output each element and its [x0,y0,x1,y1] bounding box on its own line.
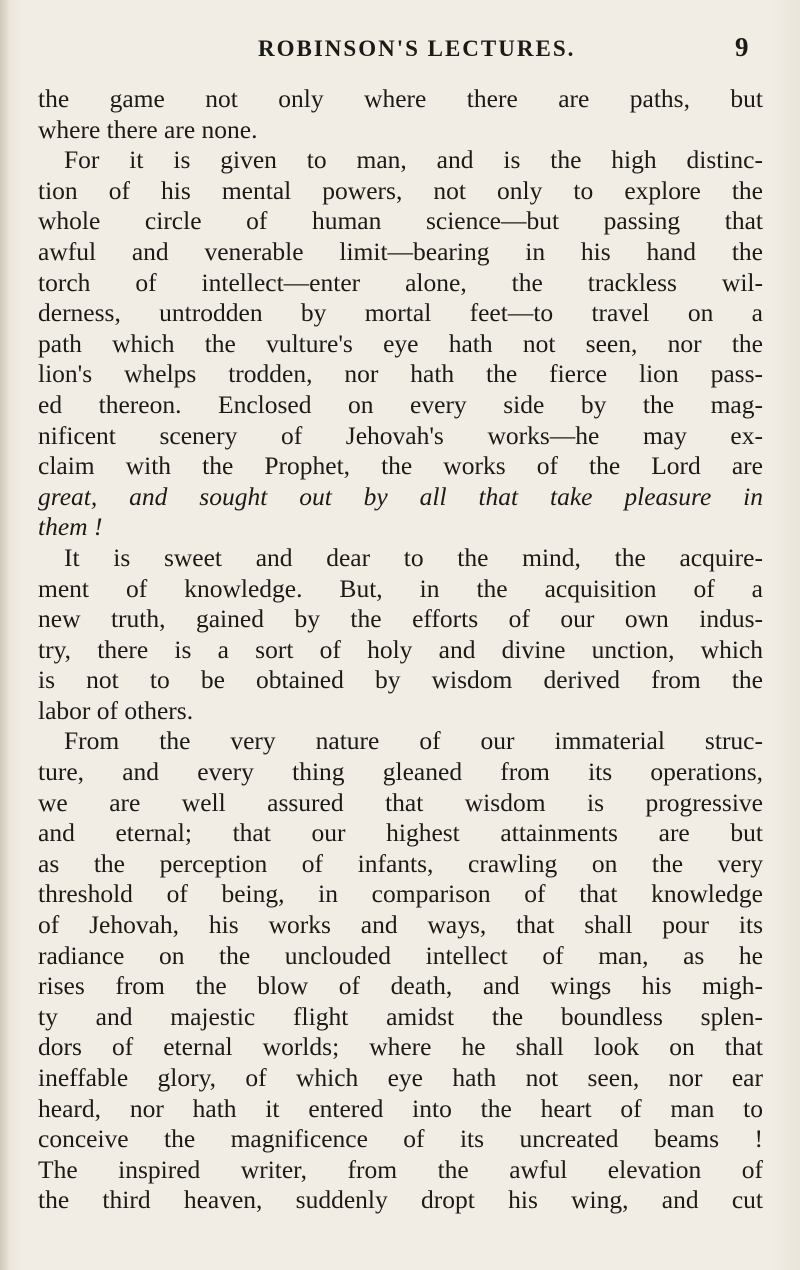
text-line: radiance on the unclouded intellect of man, as he [38,940,763,970]
text-line: awful and venerable limit—bearing in his hand the [38,236,763,266]
running-head-title: ROBINSON'S LECTURES. [258,36,576,61]
paragraph-start-line: For it is given to man, and is the high distinc- [64,145,763,175]
text-line: whole circle of human science—but passing that [38,206,763,236]
page-gutter-shadow [0,0,10,1270]
text-line: and eternal; that our highest attainments are but [38,818,763,848]
quoted-italic-line: them ! [38,512,103,542]
text-line: nificent scenery of Jehovah's works—he may ex- [38,420,763,450]
text-line: ture, and every thing gleaned from its operations, [38,757,763,787]
text-line: torch of intellect—enter alone, the trackless wil- [38,267,763,297]
running-head [0,28,800,68]
paragraph-start-line: From the very nature of our immaterial struc- [64,726,763,756]
text-line: we are well assured that wisdom is progressive [38,787,763,817]
body-text [38,84,763,1216]
text-line: claim with the Prophet, the works of the Lord are [38,451,763,481]
text-line: as the perception of infants, crawling on the very [38,848,763,878]
text-line: heard, nor hath it entered into the heart of man to [38,1093,763,1123]
text-line: The inspired writer, from the awful elevation of [38,1154,763,1184]
text-line: ment of knowledge. But, in the acquisition of a [38,573,763,603]
text-line: new truth, gained by the efforts of our own indus- [38,604,763,634]
text-line: is not to be obtained by wisdom derived from the [38,665,763,695]
text-line: the third heaven, suddenly dropt his wing, and cut [38,1185,763,1215]
text-line: try, there is a sort of holy and divine unction, which [38,634,763,664]
text-line: the game not only where there are paths, but [38,84,763,113]
text-line: ed thereon. Enclosed on every side by the mag- [38,389,763,419]
text-line: derness, untrodden by mortal feet—to travel on a [38,298,763,328]
text-line: lion's whelps trodden, nor hath the fierce lion pass- [38,359,763,389]
text-line: path which the vulture's eye hath not seen, nor the [38,328,763,358]
paragraph-start-line: It is sweet and dear to the mind, the acquire- [64,542,763,572]
page-number: 9 [735,32,749,62]
text-line: conceive the magnificence of its uncreated beams ! [38,1124,763,1154]
text-line: labor of others. [38,695,194,725]
quoted-italic-line: great, and sought out by all that take pleasure in [38,481,763,511]
text-line: where there are none. [38,114,258,144]
text-line: ineffable glory, of which eye hath not seen, nor ear [38,1063,763,1092]
text-line: threshold of being, in comparison of that knowledge [38,879,763,909]
text-line: rises from the blow of death, and wings his migh- [38,971,763,1001]
text-line: of Jehovah, his works and ways, that shall pour its [38,910,763,940]
text-line: dors of eternal worlds; where he shall look on that [38,1032,763,1062]
text-line: ty and majestic flight amidst the boundless splen- [38,1001,763,1031]
text-line: tion of his mental powers, not only to explore the [38,175,763,205]
